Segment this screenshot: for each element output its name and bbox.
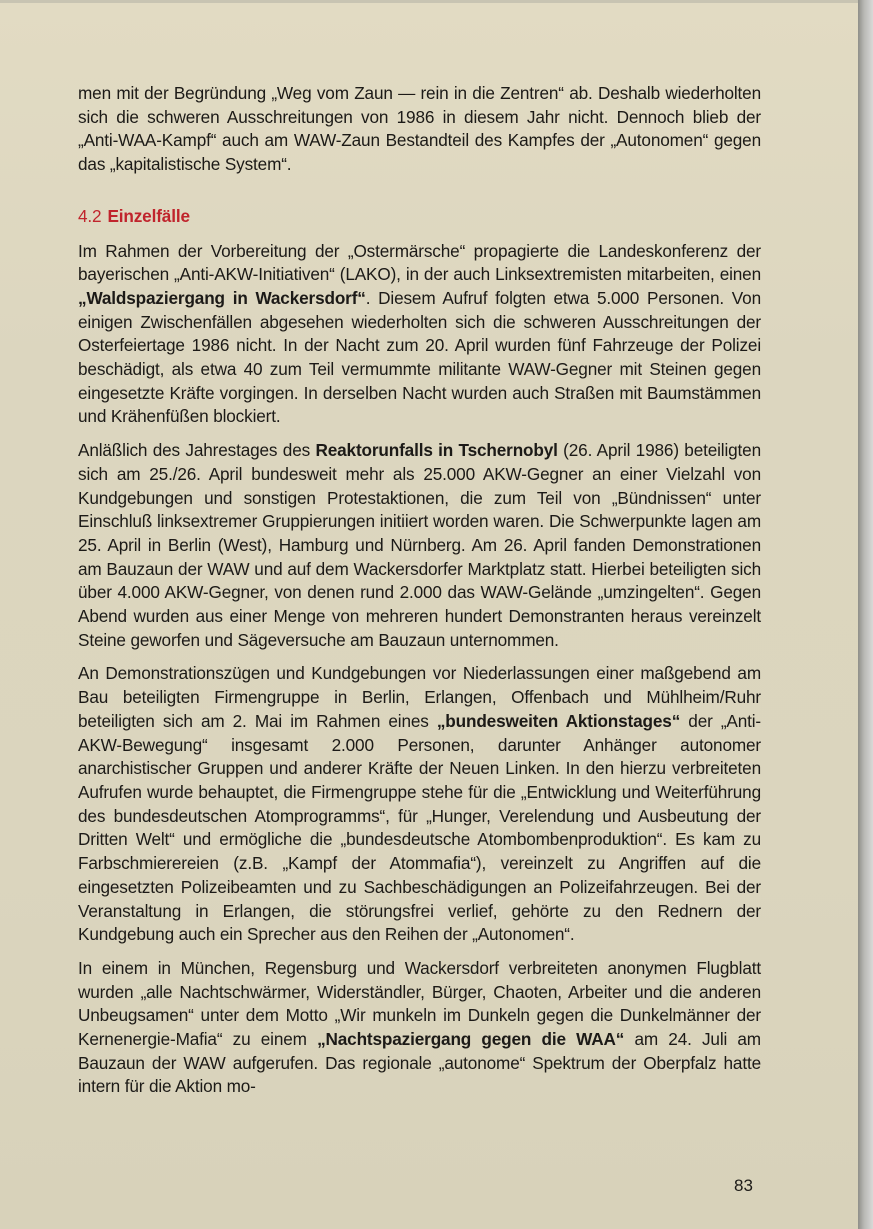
section-title: Einzelfälle (107, 205, 190, 226)
paragraph-nachtspaziergang (78, 957, 761, 1099)
section-heading (78, 205, 761, 229)
bold-phrase: Reaktorunfalls in Tschernobyl (315, 440, 558, 461)
bold-phrase: „Nachtspaziergang gegen die WAA“ (317, 1029, 625, 1050)
page-body (78, 82, 761, 1109)
page-top-edge (0, 0, 858, 3)
scan-edge-shadow (858, 0, 873, 1229)
paragraph-waldspaziergang (78, 240, 761, 430)
paragraph-text: An Demonstrationszügen und Kundgebungen vor Niederlassungen einer maßgebend am Bau beteiligten Firmengruppe in Berlin, Erlangen, Offenbach und Mühlheim/Ruhr beteiligten sich am 2. Mai im Rahmen eines (78, 663, 761, 731)
paragraph-text: Anläßlich des Jahrestages des (78, 440, 316, 461)
paragraph-tschernobyl (78, 439, 761, 652)
paragraph-text: Im Rahmen der Vorbereitung der „Ostermärsche“ propagierte die Landeskonferenz der bayerischen „Anti-AKW-Initiativen“ (LAKO), in der auch Linksextremisten mitarbeiten, einen (78, 240, 761, 285)
paragraph-aktionstag (78, 662, 761, 946)
page-number: 83 (734, 1176, 753, 1195)
paragraph-intro: men mit der Begründung „Weg vom Zaun — rein in die Zentren“ ab. Deshalb wiederholten sich die schweren Ausschreitungen von 1986 in diesem Jahr nicht. Dennoch blieb der „Anti-WAA-Kampf“ auch am WAW-Zaun Bestandteil des Kampfes der „Autonomen“ gegen das „kapitalistische System“. (78, 83, 761, 175)
paragraph-text: am 24. Juli am Bauzaun der WAW aufgerufen. Das regionale „autonome“ Spektrum der Oberpfalz hatte intern für die Aktion mo- (78, 1029, 761, 1097)
paragraph-text: . Diesem Aufruf folgten etwa 5.000 Personen. Von einigen Zwischenfällen abgesehen wiederholten sich die schweren Ausschreitungen der Osterfeiertage 1986 nicht. In der Nacht zum 20. April wurden fünf Fahrzeuge der Polizei beschädigt, als etwa 40 zum Teil vermummte militante WAW-Gegner mit Steinen gegen eingesetzte Kräfte vorgingen. In derselben Nacht wurden auch Straßen mit Baumstämmen und Krähenfüßen blockiert. (78, 287, 761, 427)
section-number: 4.2 (78, 205, 102, 226)
paragraph-text: der „Anti-AKW-Bewegung“ insgesamt 2.000 Personen, darunter Anhänger autonomer anarchistischer Gruppen und anderer Kräfte der Neuen Linken. In den hierzu verbreiteten Aufrufen wurde behauptet, die Firmengruppe stehe für die „Entwicklung und Weiterführung des bundesdeutschen Atomprogramms“, für „Hunger, Verelendung und Ausbeutung der Dritten Welt“ und ermögliche die „bundesdeutsche Atombombenproduktion“. Es kam zu Farbschmierereien (z.B. „Kampf der Atommafia“), vereinzelt zu Angriffen auf die eingesetzten Polizeibeamten und zu Sachbeschädigungen an Polizeifahrzeugen. Bei der Veranstaltung in Erlangen, die störungsfrei verlief, gehörte zu den Rednern der Kundgebung auch ein Sprecher aus den Reihen der „Autonomen“. (78, 710, 761, 945)
bold-phrase: „Waldspaziergang in Wackersdorf“ (78, 287, 366, 308)
bold-phrase: „bundesweiten Aktionstages“ (436, 710, 681, 731)
paragraph-text: (26. April 1986) beteiligten sich am 25./26. April bundesweit mehr als 25.000 AKW-Gegner an einer Vielzahl von Kundgebungen und sonstigen Protestaktionen, die zum Teil von „Bündnissen“ unter Einschluß linksextremer Gruppierungen initiiert worden waren. Die Schwerpunkte lagen am 25. April in Berlin (West), Hamburg und Nürnberg. Am 26. April fanden Demonstrationen am Bauzaun der WAW und auf dem Wackersdorfer Marktplatz statt. Hierbei beteiligten sich über 4.000 AKW-Gegner, von denen rund 2.000 das WAW-Gelände „umzingelten“. Gegen Abend wurden aus einer Menge von mehreren hundert Demonstranten heraus vereinzelt Steine geworfen und Sägeversuche am Bauzaun unternommen. (78, 440, 761, 650)
paragraph-text: In einem in München, Regensburg und Wackersdorf verbreiteten anonymen Flugblatt wurden „alle Nachtschwärmer, Widerständler, Bürger, Chaoten, Arbeiter und die anderen Unbeugsamen“ unter dem Motto „Wir munkeln im Dunkeln gegen die Dunkelmänner der Kernenergie-Mafia“ zu einem (78, 957, 761, 1050)
